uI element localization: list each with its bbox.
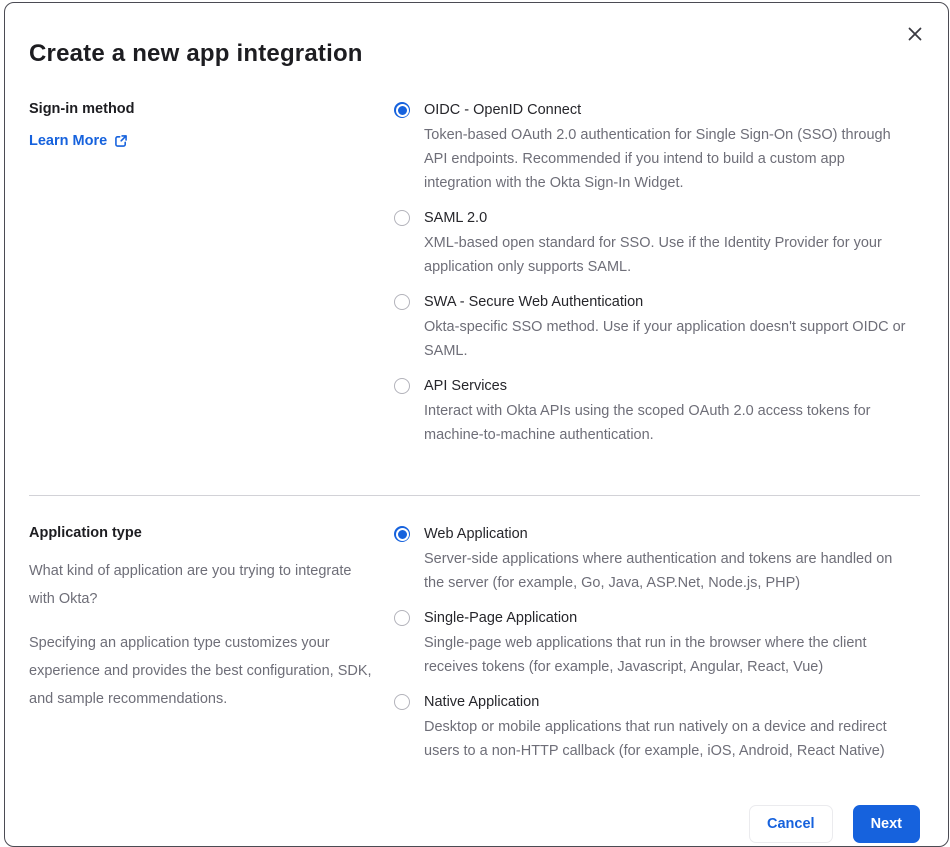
radio-option-saml[interactable] xyxy=(394,207,906,279)
radio-option-web-application[interactable] xyxy=(394,523,906,595)
cancel-button[interactable]: Cancel xyxy=(749,805,833,843)
application-type-note: Specifying an application type customizes your experience and provides the best configuration, SDK, and sample recommendations. xyxy=(29,635,372,707)
radio-option-api-services[interactable] xyxy=(394,375,906,447)
dialog-footer xyxy=(29,805,920,843)
radio-option-description: XML-based open standard for SSO. Use if the Identity Provider for your application only supports SAML. xyxy=(424,235,882,275)
radio-option-description: Desktop or mobile applications that run natively on a device and redirect users to a non-HTTP callback (for example, iOS, Android, React Native) xyxy=(424,719,887,759)
radio-option-description: Server-side applications where authentication and tokens are handled on the server (for example, Go, Java, ASP.Net, Node.js, PHP) xyxy=(424,551,893,591)
radio-option-label[interactable]: Web Application xyxy=(424,526,528,542)
next-button[interactable]: Next xyxy=(853,805,920,843)
radio-option-oidc[interactable] xyxy=(394,99,906,195)
radio-option-description: Token-based OAuth 2.0 authentication for Single Sign-On (SSO) through API endpoints. Recommended if you intend to build a custom app integration with the Okta Sign-In Widget. xyxy=(424,127,891,191)
create-app-integration-dialog xyxy=(4,2,949,847)
application-type-heading: Application type xyxy=(29,525,142,541)
radio-option-label[interactable]: Native Application xyxy=(424,694,540,710)
section-divider xyxy=(29,495,920,496)
radio-single-page-application[interactable] xyxy=(394,610,410,626)
radio-option-label[interactable]: Single-Page Application xyxy=(424,610,578,626)
radio-option-swa[interactable] xyxy=(394,291,906,363)
radio-saml[interactable] xyxy=(394,210,410,226)
application-type-question: What kind of application are you trying to integrate with Okta? xyxy=(29,563,352,607)
application-type-radio-group xyxy=(394,523,906,775)
radio-oidc[interactable] xyxy=(394,102,410,118)
learn-more-label: Learn More xyxy=(29,133,108,149)
radio-native-application[interactable] xyxy=(394,694,410,710)
radio-option-label[interactable]: OIDC - OpenID Connect xyxy=(424,102,582,118)
radio-option-single-page-application[interactable] xyxy=(394,607,906,679)
application-type-section xyxy=(29,523,920,775)
radio-api-services[interactable] xyxy=(394,378,410,394)
radio-swa[interactable] xyxy=(394,294,410,310)
signin-method-section xyxy=(29,99,920,459)
radio-web-application[interactable] xyxy=(394,526,410,542)
radio-option-description: Single-page web applications that run in the browser where the client receives tokens (for example, Javascript, Angular, React, Vue) xyxy=(424,635,867,675)
signin-method-heading: Sign-in method xyxy=(29,101,135,117)
radio-option-label[interactable]: API Services xyxy=(424,378,507,394)
radio-option-description: Interact with Okta APIs using the scoped OAuth 2.0 access tokens for machine-to-machine authentication. xyxy=(424,403,871,443)
external-link-icon xyxy=(114,134,128,148)
radio-option-description: Okta-specific SSO method. Use if your application doesn't support OIDC or SAML. xyxy=(424,319,906,359)
radio-option-native-application[interactable] xyxy=(394,691,906,763)
signin-method-radio-group xyxy=(394,99,906,459)
learn-more-link[interactable] xyxy=(29,133,128,149)
page-title: Create a new app integration xyxy=(29,40,363,67)
radio-option-label[interactable]: SWA - Secure Web Authentication xyxy=(424,294,644,310)
radio-option-label[interactable]: SAML 2.0 xyxy=(424,210,488,226)
